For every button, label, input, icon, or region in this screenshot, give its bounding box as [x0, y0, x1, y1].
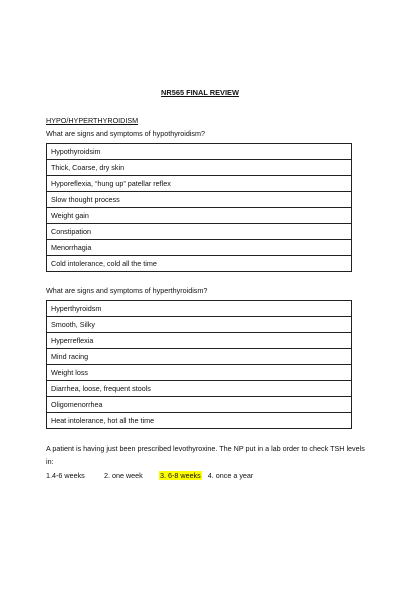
table-row	[47, 381, 352, 397]
hyper-question: What are signs and symptoms of hyperthyroidism?	[46, 286, 208, 295]
answer-option-2: 2. one week	[104, 471, 143, 480]
document-title: NR565 FINAL REVIEW	[161, 88, 239, 97]
table-cell: Smooth, Silky	[47, 317, 352, 333]
table-row	[47, 160, 352, 176]
table-row	[47, 224, 352, 240]
hypo-symptoms-table	[46, 143, 352, 272]
table-cell: Slow thought process	[47, 192, 352, 208]
table-cell: Heat intolerance, hot all the time	[47, 413, 352, 429]
table-cell: Cold intolerance, cold all the time	[47, 256, 352, 272]
table-row	[47, 317, 352, 333]
table-cell: Oligomenorrhea	[47, 397, 352, 413]
table-row	[47, 144, 352, 160]
question-paragraph: A patient is having just been prescribed levothyroxine. The NP put in a lab order to check TSH levels in:	[46, 444, 365, 466]
table-row	[47, 413, 352, 429]
table-cell: Weight loss	[47, 365, 352, 381]
table-row	[47, 176, 352, 192]
table-cell: Menorrhagia	[47, 240, 352, 256]
table-row	[47, 397, 352, 413]
hyper-symptoms-table	[46, 300, 352, 429]
section-heading: HYPO/HYPERTHYROIDISM	[46, 116, 139, 125]
answer-option-3-highlighted: 3. 6-8 weeks	[160, 471, 201, 480]
answer-option-1: 1.4-6 weeks	[46, 471, 85, 480]
table-row	[47, 208, 352, 224]
answer-options	[46, 471, 253, 480]
table-row	[47, 349, 352, 365]
table-row	[47, 256, 352, 272]
table-row	[47, 365, 352, 381]
table-cell: Hyporeflexia, “hung up” patellar reflex	[47, 176, 352, 192]
hypo-question: What are signs and symptoms of hypothyroidism?	[46, 129, 205, 138]
table-cell: Hyperreflexia	[47, 333, 352, 349]
table-cell: Diarrhea, loose, frequent stools	[47, 381, 352, 397]
table-cell: Constipation	[47, 224, 352, 240]
table-row	[47, 240, 352, 256]
table-row	[47, 301, 352, 317]
table-cell: Weight gain	[47, 208, 352, 224]
table-cell: Hypothyroidsim	[47, 144, 352, 160]
table-cell: Thick, Coarse, dry skin	[47, 160, 352, 176]
table-cell: Mind racing	[47, 349, 352, 365]
table-cell: Hyperthyroidsm	[47, 301, 352, 317]
answer-option-4: 4. once a year	[207, 471, 254, 480]
table-row	[47, 333, 352, 349]
table-row	[47, 192, 352, 208]
